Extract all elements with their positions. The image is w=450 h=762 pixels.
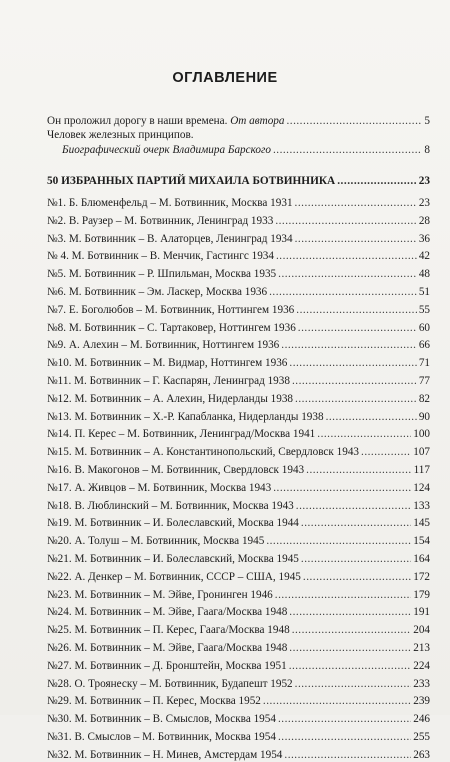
leader-dots (266, 534, 411, 548)
game-page: 82 (418, 392, 430, 405)
game-page: 124 (413, 481, 430, 494)
game-title: №7. Е. Боголюбов – М. Ботвинник, Ноттингем 1936 (47, 303, 295, 316)
toc-entry-game (47, 356, 430, 370)
game-title: №10. М. Ботвинник – М. Видмар, Ноттингем 1936 (47, 357, 288, 370)
toc-entry-page: 5 (424, 115, 430, 127)
game-page: 233 (413, 677, 430, 690)
game-title: №23. М. Ботвинник – М. Эйве, Гронинген 1946 (47, 588, 273, 601)
game-page: 71 (418, 357, 430, 370)
game-page: 154 (413, 535, 430, 548)
game-page: 145 (413, 517, 430, 530)
game-title: №6. М. Ботвинник – Эм. Ласкер, Москва 1936 (47, 286, 268, 298)
game-title: №8. М. Ботвинник – С. Тартаковер, Ноттингем 1936 (47, 321, 296, 334)
toc-entry-game (47, 427, 430, 441)
toc-entry-game (47, 481, 430, 495)
toc-entry-game (47, 552, 430, 566)
leader-dots (326, 410, 417, 424)
game-page: 36 (418, 232, 430, 245)
game-page: 133 (413, 499, 430, 512)
leader-dots (295, 232, 417, 246)
leader-dots (275, 214, 417, 228)
toc-entry-game (47, 623, 430, 637)
toc-entry-game (47, 463, 430, 477)
game-page: 213 (413, 642, 430, 654)
toc-entry-author-foreword (47, 114, 430, 128)
toc-entry-page: 8 (424, 144, 430, 156)
game-page: 164 (413, 553, 430, 565)
leader-dots (273, 481, 411, 495)
game-title: №18. В. Люблинский – М. Ботвинник, Москва 1943 (47, 499, 294, 512)
leader-dots (289, 641, 411, 655)
toc-entry-game (47, 267, 430, 281)
game-title: №1. Б. Блюменфельд – М. Ботвинник, Москва 1931 (47, 197, 293, 209)
leader-dots (298, 321, 417, 335)
leader-dots (337, 174, 416, 188)
leader-dots (263, 694, 411, 708)
toc-entry-game (47, 570, 430, 584)
leader-dots (278, 730, 411, 744)
toc-entry-game (47, 588, 430, 602)
section-label: 50 ИЗБРАННЫХ ПАРТИЙ МИХАИЛА БОТВИННИКА (47, 175, 336, 187)
toc-entry-game (47, 748, 430, 762)
toc-entry-game (47, 303, 430, 317)
page-title: ОГЛАВЛЕНИЕ (172, 70, 278, 86)
toc-entry-game (47, 196, 430, 210)
game-title: №25. М. Ботвинник – П. Керес, Гаага/Москва 1948 (47, 624, 290, 637)
toc-entry-game (47, 605, 430, 619)
toc-entry-label (47, 143, 271, 157)
toc-entry-game (47, 694, 430, 708)
leader-dots (286, 114, 422, 128)
game-page: 107 (413, 446, 430, 459)
toc-entry-game (47, 232, 430, 246)
game-page: 23 (418, 197, 430, 209)
leader-dots (295, 392, 417, 406)
toc-entry-game (47, 659, 430, 673)
game-page: 60 (418, 321, 430, 334)
leader-dots (292, 623, 412, 637)
leader-dots (306, 463, 411, 477)
game-page: 246 (413, 713, 430, 726)
game-title: №28. О. Троянеску – М. Ботвинник, Будапешт 1952 (47, 677, 293, 690)
leader-dots (301, 552, 411, 566)
toc-entry-game (47, 534, 430, 548)
game-page: 224 (413, 659, 430, 672)
leader-dots (289, 356, 416, 370)
leader-dots (284, 748, 411, 762)
game-title: №30. М. Ботвинник – В. Смыслов, Москва 1954 (47, 713, 276, 726)
toc-entry-game (47, 445, 430, 459)
leader-dots (289, 659, 412, 673)
toc-entry-game (47, 374, 430, 388)
toc-entry-game (47, 730, 430, 744)
game-title: №22. А. Денкер – М. Ботвинник, СССР – США, 1945 (47, 570, 301, 583)
game-title: №27. М. Ботвинник – Д. Бронштейн, Москва 1951 (47, 659, 287, 672)
game-page: 28 (418, 214, 430, 227)
leader-dots (295, 196, 417, 210)
leader-dots (281, 338, 417, 352)
game-page: 191 (413, 606, 430, 619)
leader-dots (317, 427, 411, 441)
game-title: №9. А. Алехин – М. Ботвинник, Ноттингем 1936 (47, 339, 280, 352)
leader-dots (296, 499, 411, 513)
game-title: №24. М. Ботвинник – М. Эйве, Гаага/Москва 1948 (47, 606, 288, 619)
game-title: №26. М. Ботвинник – М. Эйве, Гаага/Москва 1948 (47, 642, 288, 654)
game-page: 77 (418, 375, 430, 387)
toc-entry-game (47, 214, 430, 228)
game-page: 263 (413, 748, 430, 761)
toc-section-heading (47, 174, 430, 188)
game-title: №16. В. Макогонов – М. Ботвинник, Свердловск 1943 (47, 464, 305, 476)
game-title: № 4. М. Ботвинник – В. Менчик, Гастингс 1934 (47, 250, 274, 263)
leader-dots (273, 143, 422, 157)
leader-dots (361, 445, 411, 459)
game-title: №31. В. Смыслов – М. Ботвинник, Москва 1954 (47, 731, 276, 743)
toc-entry-game (47, 499, 430, 513)
toc-entry-essay-title: Человек железных принципов. (47, 129, 194, 141)
game-title: №20. А. Толуш – М. Ботвинник, Москва 1945 (47, 535, 265, 548)
game-page: 51 (418, 286, 430, 298)
toc-entry-game (47, 410, 430, 424)
game-title: №14. П. Керес – М. Ботвинник, Ленинград/Москва 1941 (47, 428, 316, 441)
game-page: 172 (413, 570, 430, 583)
leader-dots (275, 588, 411, 602)
toc-entry-game (47, 338, 430, 352)
game-page: 90 (418, 410, 430, 423)
game-title: №29. М. Ботвинник – П. Керес, Москва 1952 (47, 695, 261, 708)
toc-entry-biographical-essay (47, 143, 430, 157)
section-page: 23 (418, 175, 430, 187)
game-title: №21. М. Ботвинник – И. Болеславский, Москва 1945 (47, 553, 299, 565)
toc-entry-game (47, 392, 430, 406)
game-page: 255 (413, 731, 430, 743)
game-page: 179 (413, 588, 430, 601)
game-title: №32. М. Ботвинник – Н. Минев, Амстердам 1954 (47, 748, 283, 761)
leader-dots (276, 249, 417, 263)
toc-entry-game (47, 321, 430, 335)
toc-entry-game (47, 641, 430, 655)
toc-entry-author: От автора (230, 115, 285, 127)
game-page: 55 (418, 303, 430, 316)
game-page: 48 (418, 268, 430, 281)
toc-entry-text: Биографический очерк Владимира Барского (62, 144, 271, 156)
toc-entry-text: Он проложил дорогу в наши времена. (47, 115, 231, 127)
game-title: №12. М. Ботвинник – А. Алехин, Нидерланды 1938 (47, 392, 294, 405)
leader-dots (278, 712, 411, 726)
game-page: 117 (413, 464, 430, 476)
leader-dots (289, 605, 411, 619)
game-title: №2. В. Раузер – М. Ботвинник, Ленинград 1933 (47, 214, 274, 227)
game-title: №17. А. Живцов – М. Ботвинник, Москва 1943 (47, 481, 272, 494)
game-title: №19. М. Ботвинник – И. Болеславский, Москва 1944 (47, 517, 299, 530)
leader-dots (296, 303, 417, 317)
game-page: 100 (413, 428, 430, 441)
toc-entry-game (47, 249, 430, 263)
leader-dots (278, 267, 417, 281)
toc-entry-game (47, 677, 430, 691)
game-page: 66 (418, 339, 430, 352)
game-title: №15. М. Ботвинник – А. Константинопольский, Свердловск 1943 (47, 446, 360, 459)
toc-entry-game (47, 285, 430, 299)
toc-entry-game (47, 516, 430, 530)
leader-dots (269, 285, 417, 299)
toc-entry-game (47, 712, 430, 726)
toc-entry-label (47, 114, 284, 128)
game-page: 204 (413, 624, 430, 637)
leader-dots (292, 374, 417, 388)
game-title: №3. М. Ботвинник – В. Алаторцев, Ленинград 1934 (47, 232, 293, 245)
leader-dots (301, 516, 411, 530)
leader-dots (303, 570, 411, 584)
game-title: №11. М. Ботвинник – Г. Каспарян, Ленинград 1938 (47, 375, 290, 387)
game-title: №5. М. Ботвинник – Р. Шпильман, Москва 1935 (47, 268, 277, 281)
game-page: 239 (413, 695, 430, 708)
game-title: №13. М. Ботвинник – Х.-Р. Капабланка, Нидерланды 1938 (47, 410, 324, 423)
leader-dots (295, 677, 412, 691)
game-page: 42 (418, 250, 430, 263)
